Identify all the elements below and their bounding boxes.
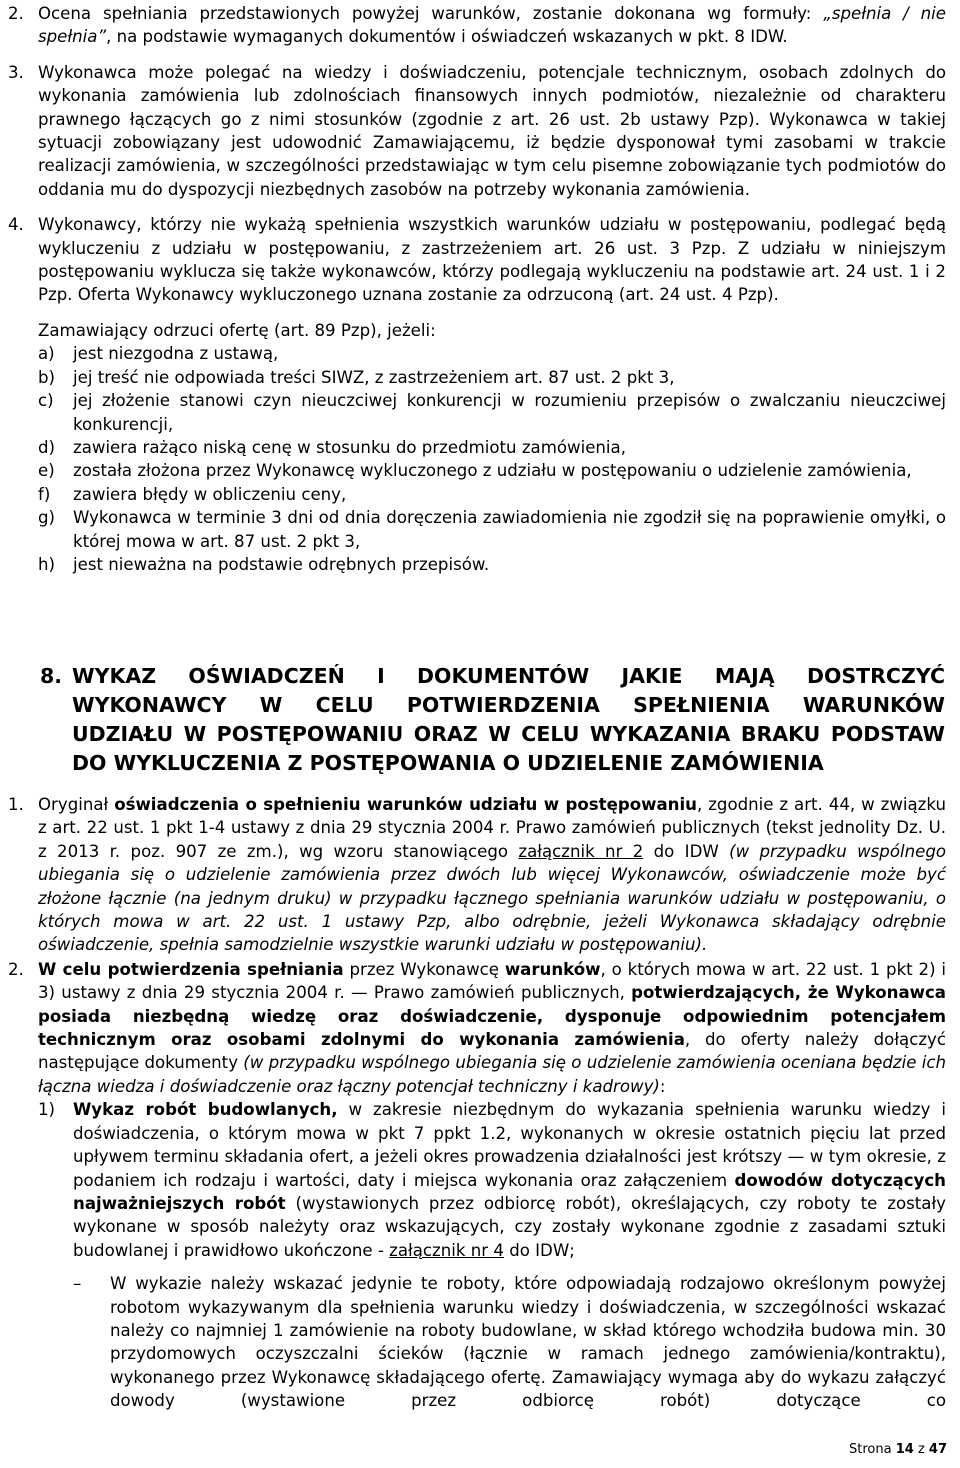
total-pages: 47 bbox=[928, 1442, 947, 1457]
item-text: jej złożenie stanowi czyn nieuczciwej konkurencji w rozumieniu przepisów o zwalczaniu nieuczciwej konkurencji, bbox=[73, 391, 946, 434]
section-8-heading bbox=[40, 662, 945, 778]
section-title-line: WYKONAWCY W CELU POTWIERDZENIA SPEŁNIENIA WARUNKÓW bbox=[72, 693, 945, 717]
item-text: jej treść nie odpowiada treści SIWZ, z zastrzeżeniem art. 87 ust. 2 pkt 3, bbox=[73, 367, 675, 387]
item-number: 3. bbox=[8, 62, 24, 82]
section-title bbox=[72, 662, 945, 778]
item-text: zawiera błędy w obliczeniu ceny, bbox=[73, 484, 347, 504]
item-text bbox=[38, 2, 946, 49]
bold-text: Wykaz robót budowlanych, bbox=[73, 1100, 338, 1120]
item-text: została złożona przez Wykonawcę wykluczonego z udziału w postępowaniu o udzielenie zamówienia, bbox=[73, 461, 912, 481]
item-marker: f) bbox=[38, 484, 51, 504]
item-text: zawiera rażąco niską cenę w stosunku do przedmiotu zamówienia, bbox=[73, 437, 626, 457]
page-separator: z bbox=[913, 1442, 929, 1457]
list-item-3 bbox=[0, 61, 946, 201]
text-run: przez Wykonawcę bbox=[343, 959, 505, 979]
item-text bbox=[73, 1098, 946, 1262]
text-run: do IDW bbox=[643, 841, 730, 861]
item-marker: g) bbox=[38, 508, 56, 528]
text-run: (wystawionych przez odbiorcę robót), określających, czy roboty te zostały wykonane w sposób należyty oraz wskazujących, czy zostały wykonane zgodnie z zasadami sztuki budowlanej i prawidłowo ukończone - bbox=[73, 1193, 946, 1260]
text-run: Ocena spełniania przedstawionych powyżej warunków, zostanie dokonana wg formuły: bbox=[38, 4, 824, 23]
list-item bbox=[38, 366, 946, 389]
list-item bbox=[38, 459, 946, 482]
list-item bbox=[38, 389, 946, 436]
list-item-4 bbox=[0, 213, 946, 576]
item-text: jest nieważna na podstawie odrębnych przepisów. bbox=[73, 554, 490, 574]
text-run: , na podstawie wymaganych dokumentów i oświadczeń wskazanych w pkt. 8 IDW. bbox=[106, 27, 788, 47]
item-body bbox=[38, 958, 946, 1413]
section-title-line: UDZIAŁU W POSTĘPOWANIU ORAZ W CELU WYKAZANIA BRAKU PODSTAW bbox=[72, 722, 945, 746]
bold-text: oświadczenia o spełnieniu warunków udziału w postępowaniu bbox=[114, 795, 697, 814]
item-number: 1. bbox=[8, 795, 24, 814]
text-run: w zakresie niezbędnym do wykazania spełnienia warunku wiedzy i doświadczenia, o którym mowa w pkt 7 ppkt 1.2, wykonanych w okresie ostatnich pięciu lat przed upływem terminu składania ofert, a jeżeli okres prowadzenia działalności jest krótszy — w tym okresie, z podaniem ich rodzaju i wartości, daty i miejsca wykonania oraz załączeniem bbox=[73, 1100, 946, 1190]
item-marker: h) bbox=[38, 554, 55, 574]
item-text: Wykonawca w terminie 3 dni od dnia doręczenia zawiadomienia nie zgodził się na poprawienie omyłki, o której mowa w art. 87 ust. 2 pkt 3, bbox=[73, 508, 946, 551]
item-text bbox=[38, 793, 946, 957]
list-item bbox=[38, 436, 946, 459]
list-item bbox=[38, 342, 946, 365]
item-text: Wykonawcy, którzy nie wykażą spełnienia wszystkich warunków udziału w postępowaniu, podlegać będą wykluczeniu z udziału w postępowaniu, z zastrzeżeniem art. 26 ust. 3 Pzp. Z udziału w niniejszym postępowaniu wyklucza się także wykonawców, którzy podlegają wykluczeniu na podstawie art. 24 ust. 1 i 2 Pzp. Oferta Wykonawcy wykluczonego uznana zostanie za odrzuconą (art. 24 ust. 4 Pzp). bbox=[38, 215, 946, 305]
italic-text: (w przypadku wspólnego ubiegania się o udzielenie zamówienia oceniana będzie ich łączna wiedza i doświadczenie oraz łączny potencjał techniczny i kadrowy) bbox=[38, 1053, 946, 1096]
rejection-reasons-list bbox=[38, 342, 946, 576]
attachment-reference: załącznik nr 2 bbox=[518, 841, 644, 861]
item-marker: a) bbox=[38, 344, 55, 364]
text-run: : bbox=[659, 1076, 666, 1096]
item-marker: 1) bbox=[38, 1100, 56, 1120]
dash-list-item bbox=[73, 1272, 946, 1412]
italic-quote: „spełnia / nie spełnia” bbox=[38, 4, 946, 47]
item-number: 2. bbox=[8, 4, 24, 23]
section-title-line: DO WYKLUCZENIA Z POSTĘPOWANIA O UDZIELENIE ZAMÓWIENIA bbox=[72, 751, 824, 775]
list-item-2 bbox=[0, 958, 946, 1413]
list-item bbox=[38, 553, 946, 576]
item-marker: e) bbox=[38, 461, 55, 481]
italic-text: (w przypadku wspólnego ubiegania się o udzielenie zamówienia przez dwóch lub więcej Wykonawców, oświadczenie może być złożone łącznie (na jednym druku) w przypadku łącznego spełniania warunków udziału w postępowaniu, o których mowa w art. 22 ust. 1 ustawy Pzp, albo odrębnie, jeżeli Wykonawca składający odrębnie oświadczenie, spełnia samodzielnie wszystkie warunki udziału w postępowaniu). bbox=[38, 841, 947, 955]
page-number bbox=[849, 1441, 947, 1459]
section-8-body bbox=[0, 793, 946, 1413]
bold-text: dowodów dotyczących najważniejszych robót bbox=[73, 1170, 946, 1213]
item-number: 2. bbox=[8, 959, 24, 979]
rejection-intro: Zamawiający odrzuci ofertę (art. 89 Pzp), jeżeli: bbox=[38, 320, 436, 340]
bold-text: potwierdzających, że Wykonawca posiada niezbędną wiedzę oraz doświadczenie, dysponuje odpowiednim potencjałem technicznym oraz osobami zdolnymi do wykonania zamówienia bbox=[38, 983, 947, 1050]
text-run: Oryginał bbox=[38, 795, 115, 814]
list-item-1 bbox=[0, 793, 946, 957]
bold-text: W celu potwierdzenia spełniania bbox=[38, 959, 344, 979]
item-text: W wykazie należy wskazać jedynie te roboty, które odpowiadają rodzajowo określonym powyżej robotom wykazywanym dla spełnienia warunku wiedzy i doświadczenia, w szczególności wskazać należy co najmniej 1 zamówienie na roboty budowlane, w skład którego wchodziła budowa min. 30 przydomowych oczyszczalni ścieków (łącznie w ramach jednego zamówienia/kontraktu), wykonanego przez Wykonawcę składającego ofertę. Zamawiający wymaga aby do wykazu załączyć dowody (wystawione przez odbiorcę robót) dotyczące co bbox=[110, 1274, 946, 1411]
item-marker: c) bbox=[38, 391, 54, 411]
current-page: 14 bbox=[895, 1442, 914, 1457]
sub-item-1 bbox=[38, 1098, 946, 1412]
text-run: , o których mowa w art. 22 ust. 1 pkt 2) i 3) ustawy z dnia 29 stycznia 2004 r. — Prawo zamówień publicznych, bbox=[38, 959, 946, 1003]
item-text: Wykonawca może polegać na wiedzy i doświadczeniu, potencjale technicznym, osobach zdolnych do wykonania zamówienia lub zdolnościach finansowych innych podmiotów, niezależnie od charakteru prawnego łączących go z nimi stosunków (zgodnie z art. 26 ust. 2b ustawy Pzp). Wykonawca w takiej sytuacji zobowiązany jest udowodnić Zamawiającemu, iż będzie dysponował tymi zasobami w trakcie realizacji zamówienia, w szczególności przedstawiając w tym celu pisemne zobowiązanie tych podmiotów do oddania mu do dyspozycji niezbędnych zasobów na potrzeby wykonania zamówienia. bbox=[38, 62, 946, 199]
section-7-continued bbox=[0, 2, 946, 576]
bold-text: warunków bbox=[504, 959, 601, 979]
list-item bbox=[38, 506, 946, 553]
text-run: , zgodnie z art. 44, w związku z art. 22 ust. 1 pkt 1-4 ustawy z dnia 29 stycznia 2004 r. Prawo zamówień publicznych (tekst jednolity Dz. U. z 2013 r. poz. 907 ze zm.), wg wzoru stanowiącego bbox=[38, 795, 946, 861]
item-text: jest niezgodna z ustawą, bbox=[73, 344, 279, 364]
attachment-reference: załącznik nr 4 bbox=[389, 1240, 504, 1260]
item-text bbox=[38, 958, 946, 1098]
section-title-line: WYKAZ OŚWIADCZEŃ I DOKUMENTÓW JAKIE MAJĄ DOSTRCZYĆ bbox=[72, 664, 945, 688]
item-number: 4. bbox=[8, 215, 24, 235]
sub-item-body bbox=[73, 1098, 946, 1412]
section-number: 8. bbox=[40, 664, 63, 688]
list-item bbox=[38, 483, 946, 506]
text-run: do IDW; bbox=[503, 1240, 575, 1260]
item-body bbox=[38, 213, 946, 576]
page-label: Strona bbox=[849, 1442, 896, 1457]
item-marker: d) bbox=[38, 437, 56, 457]
text-run: , do oferty należy dołączyć następujące dokumenty bbox=[38, 1030, 946, 1073]
item-marker: b) bbox=[38, 367, 56, 387]
dash-marker: – bbox=[73, 1274, 82, 1294]
list-item-2 bbox=[0, 2, 946, 49]
